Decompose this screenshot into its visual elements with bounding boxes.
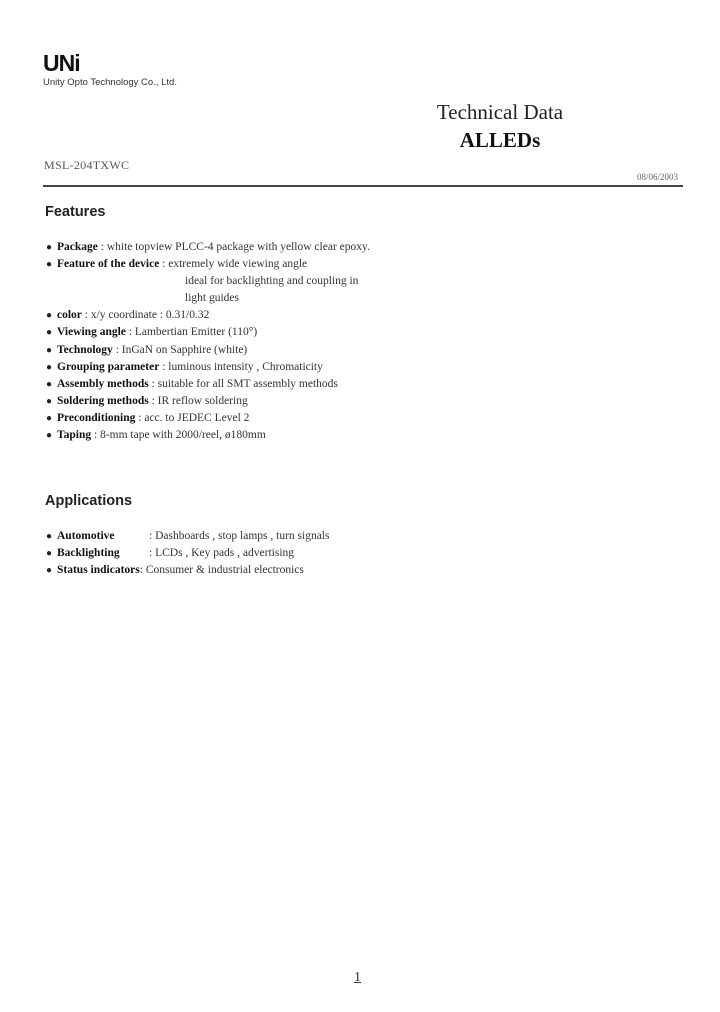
feature-text: : IR reflow soldering [148, 394, 248, 407]
bullet-icon: ● [46, 565, 53, 577]
bullet-icon: ● [46, 430, 53, 442]
application-label: Automotive [57, 530, 115, 542]
application-text: : LCDs , Key pads , advertising [149, 547, 295, 560]
feature-text: : 8-mm tape with 2000/reel, ø180mm [91, 429, 266, 442]
bullet-icon: ● [46, 378, 53, 390]
application-automotive [46, 528, 329, 545]
feature-viewing-angle [46, 324, 370, 341]
feature-preconditioning [46, 410, 370, 427]
feature-taping [46, 427, 370, 444]
feature-text: : white topview PLCC-4 package with yellow clear epoxy. [97, 241, 370, 253]
feature-text: : x/y coordinate : 0.31/0.32 [81, 309, 210, 322]
feature-device-continuation: ideal for backlighting and coupling in [185, 275, 359, 288]
feature-label: Soldering methods [57, 394, 149, 407]
feature-label: Feature of the device [57, 258, 160, 271]
bullet-icon: ● [46, 531, 53, 542]
feature-text: : Lambertian Emitter (110°) [125, 326, 258, 339]
feature-device-continuation: light guides [185, 292, 239, 305]
bullet-icon: ● [46, 344, 53, 356]
bullet-icon: ● [46, 242, 53, 253]
bullet-icon: ● [46, 412, 53, 424]
application-backlighting [46, 545, 329, 562]
company-logo [43, 52, 183, 88]
part-number: MSL-204TXWC [44, 158, 130, 172]
applications-heading: Applications [45, 493, 133, 509]
feature-text: : InGaN on Sapphire (white) [112, 343, 248, 356]
feature-text: : suitable for all SMT assembly methods [148, 377, 338, 390]
feature-device [46, 256, 370, 273]
product-family: ALLEDs [459, 128, 541, 152]
feature-text: : luminous intensity , Chromaticity [159, 360, 323, 373]
feature-label: color [57, 309, 82, 322]
application-text: : Consumer & industrial electronics [139, 564, 304, 577]
applications-list [46, 528, 329, 579]
feature-label: Taping [57, 429, 92, 442]
bullet-icon: ● [46, 395, 53, 407]
features-list [46, 239, 370, 444]
bullet-icon: ● [46, 361, 53, 373]
application-label: Status indicators [57, 564, 140, 577]
feature-label: Viewing angle [57, 326, 126, 339]
bullet-icon: ● [46, 310, 53, 322]
feature-label: Package [57, 241, 98, 253]
feature-technology [46, 342, 370, 359]
feature-label: Preconditioning [57, 411, 136, 424]
feature-assembly [46, 376, 370, 393]
header-divider [43, 185, 683, 187]
feature-label: Technology [57, 343, 113, 356]
application-label: Backlighting [57, 547, 120, 560]
bullet-icon: ● [46, 259, 53, 271]
feature-text: : extremely wide viewing angle [159, 258, 308, 271]
document-title: Technical Data [436, 100, 564, 124]
feature-package [46, 239, 370, 256]
feature-soldering [46, 393, 370, 410]
feature-text: : acc. to JEDEC Level 2 [135, 411, 250, 424]
bullet-icon: ● [46, 327, 53, 339]
document-date: 08/06/2003 [636, 172, 678, 182]
bullet-icon: ● [46, 548, 53, 560]
feature-label: Assembly methods [57, 377, 149, 390]
feature-grouping [46, 359, 370, 376]
feature-label: Grouping parameter [57, 360, 160, 373]
page-number: 1 [354, 970, 361, 985]
logo-mark: UNi [43, 50, 80, 76]
feature-color [46, 307, 370, 324]
application-text: : Dashboards , stop lamps , turn signals [149, 530, 330, 542]
company-name: Unity Opto Technology Co., Ltd. [43, 77, 177, 88]
features-heading: Features [45, 204, 106, 220]
application-status [46, 562, 329, 579]
